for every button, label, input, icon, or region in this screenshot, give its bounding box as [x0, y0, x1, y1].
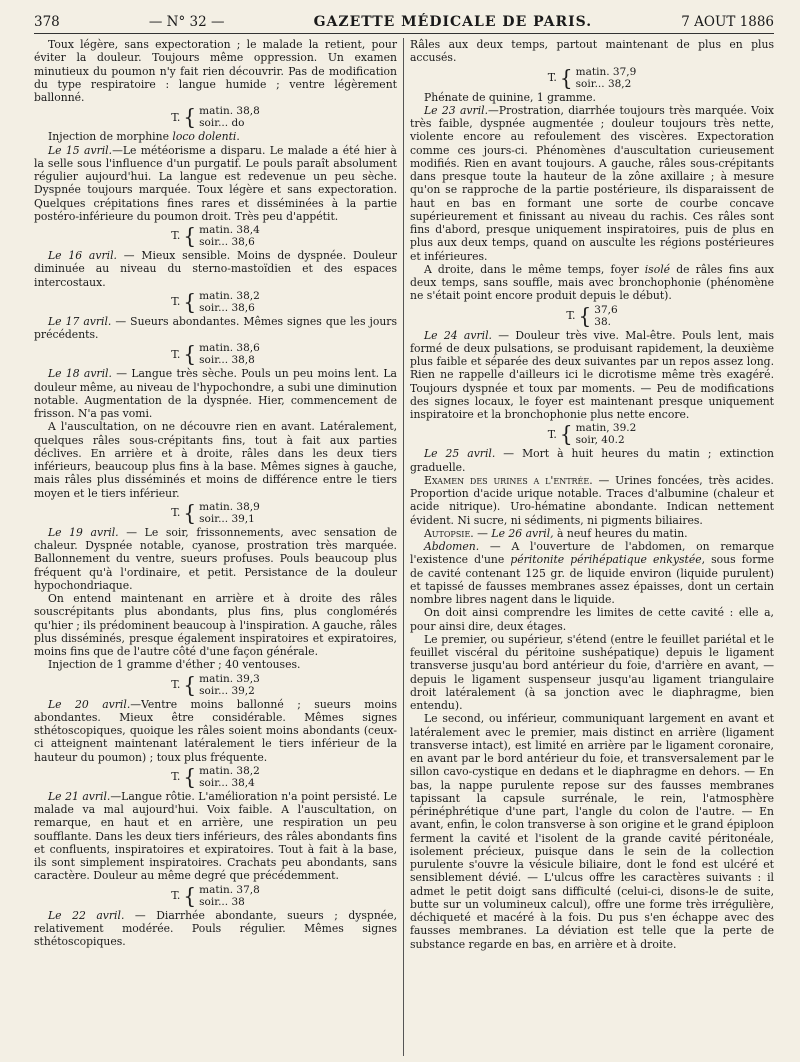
paragraph: Le 16 avril. — Mieux sensible. Moins de dyspnée. Douleur diminuée au niveau du sterno-mastoïdien et des espaces intercostaux. [34, 249, 398, 289]
paragraph: Le 19 avril. — Le soir, frissonnements, avec sensation de chaleur. Dyspnée notable, cyanose, prostration très marquée. Ballonnement du ventre, sueurs profuses. Pouls beaucoup plus fréquent qu'à l'ordinaire, et petit. Persistance de la douleur hypochondriaque. [34, 525, 397, 592]
right-column [404, 38, 774, 1056]
paragraph: Le 24 avril. — Douleur très vive. Mal-être. Pouls lent, mais formé de deux pulsations, se produisant rapidement, la deuxième plus faible et séparée des deux suivantes par un repos assez long. Rien ne rappelle d'ailleurs ici le dicrotisme même très exagéré. Toujours dyspnée et toux par moments. — Peu de modifications des signes locaux, le foyer est maintenant presque uniquement inspiratoire et la bronchophonie plus nette encore. [410, 328, 774, 421]
paragraph: Le 20 avril.—Ventre moins ballonné ; sueurs moins abondantes. Mieux être considérable. Mêmes signes sthétoscopiques, quoique les râles soient moins abondants (ceux-ci atteignent maintenant latéralement le tiers inférieur de la hauteur du poumon) ; toux plus fréquente. [34, 697, 397, 764]
paragraph: Phénate de quinine, 1 gramme. [424, 90, 596, 104]
temp-evening: soir... 38,8 [199, 354, 255, 367]
temp-evening: soir... 38,6 [199, 301, 255, 314]
entry-date: Le 16 avril. [48, 249, 117, 262]
temperature-reading: T. { matin, 39.2 soir, 40.2 [547, 421, 637, 447]
temp-evening: soir... 38,2 [575, 77, 632, 90]
entry-date: Le 20 avril. [48, 697, 131, 711]
temp-morning: matin. 38,2 [199, 289, 260, 302]
entry-date: Le 22 avril. [48, 908, 125, 922]
entry-date: Le 25 avril. [424, 447, 496, 461]
temperature-reading: T. { matin. 37,9 soir... 38,2 [547, 64, 637, 91]
paragraph: Le 22 avril. — Diarrhée abondante, sueurs ; dyspnée, relativement modérée. Pouls régulier. Mêmes signes sthétoscopiques. [34, 908, 398, 948]
temp-evening: soir... 38,4 [199, 776, 255, 789]
temp-morning: matin. 38,2 [199, 764, 260, 777]
temp-evening: soir, 40.2 [575, 434, 625, 447]
paragraph: A l'auscultation, on ne découvre rien en avant. Latéralement, quelques râles sous-crépitants fins, tout à fait aux parties déclives. En arrière et à droite, râles dans les deux tiers inférieurs, beaucoup plus fins à la base. Mêmes signes à gauche, mais râles plus disséminés et moins de différence entre le tiers moyen et le tiers inférieur. [34, 420, 397, 500]
entry-date: Le 15 avril. [48, 143, 113, 157]
paragraph: Le second, ou inférieur, communiquant largement en avant et latéralement avec le premier, mais distinct en arrière (ligament transverse intact), est limité en arrière par le ligament coronaire, en avant par le bord antérieur du foie, et transversalement par le sillon cavo-cystique en dedans et le diaphragme en dehors. — En bas, la nappe purulente repose sur des fausses membranes tapissant la capsule surrénale, le rein, l'atmosphère périnéphrétique d'une part, l'angle du colon de l'autre. — En avant, enfin, le colon transverse à son origine et le grand épiploon ferment la cavité et l'isolent de la grande cavité péritonéale, isolement précieux, puisque dans le sein de la collection purulente s'ouvre la vésicule biliaire, dont le fond est ulcéré et sensiblement dévié. — L'ulcus offre les caractères suivants : il admet le petit doigt sans difficulté (celui-ci, disons-le de suite, butte sur un volumineux calcul), offre une forme très irrégulière, déchiqueté et macéré à la fois. Du pus s'en échappe avec des fausses membranes. La déviation est telle que la perte de substance regarde en bas, en arrière et à droite. [410, 712, 774, 951]
paragraph: Examen des urines a l'entrée. — Urines foncées, très acides. Proportion d'acide urique notable. Traces d'albumine (chaleur et acide nitrique). Uro-hématine abondante. Indican nettement évident. Ni sucre, ni sédiments, ni pigments biliaires. [410, 473, 774, 527]
paragraph: Le 21 avril.—Langue rôtie. L'amélioration n'a point persisté. Le malade va mal aujourd'hui. Voix faible. A l'auscultation, on remarque, en haut et en arrière, une respiration un peu soufflante. Dans les deux tiers inférieurs, des râles abondants fins et confluents, inspiratoires et expiratoires. Tout à fait à la base, ils sont simplement inspiratoires. Crachats peu abondants, sans caractère. Douleur au même degré que précédemment. [34, 789, 397, 883]
paragraph: Abdomen. — A l'ouverture de l'abdomen, on remarque l'existence d'une péritonite périhépatique enkystée, sous forme de cavité contenant 125 gr. de liquide environ (liquide purulent) et tapissé de fausses membranes assez épaisses, dont un certain nombre libres nagent dans le liquide. [410, 540, 774, 606]
temperature-reading: T. { matin. 38,6 soir... 38,8 [171, 341, 260, 367]
entry-date: Le 23 avril. [424, 103, 489, 117]
entry-date: Le 26 avril, [491, 526, 554, 540]
issue-date: 7 AOUT 1886 [681, 14, 774, 30]
paragraph: On doit ainsi comprendre les limites de cette cavité : elle a, pour ainsi dire, deux étages. [410, 606, 774, 633]
temp-evening: 38. [594, 315, 611, 328]
journal-title: GAZETTE MÉDICALE DE PARIS. [313, 14, 593, 30]
paragraph: Autopsie. — Le 26 avril, à neuf heures du matin. [424, 526, 688, 540]
temp-morning: matin. 38,4 [199, 224, 260, 236]
entry-date: Le 18 avril. [48, 367, 112, 381]
temperature-reading: T. { matin. 38,2 soir... 38,4 [171, 764, 260, 790]
temp-morning: 37,6 [594, 303, 618, 316]
temperature-reading: T. { 37,6 38. [566, 302, 618, 329]
temp-evening: soir... 38 [199, 895, 245, 908]
page-number: 378 [34, 14, 60, 30]
temp-evening: soir... 39,2 [199, 684, 255, 697]
temp-evening: soir... 39,1 [199, 512, 255, 525]
temp-morning: matin. 38,6 [199, 342, 260, 355]
paragraph: A droite, dans le même temps, foyer isolé de râles fins aux deux temps, sans souffle, mais avec bronchophonie (phénomène ne s'était point encore produit depuis le début). [410, 262, 774, 303]
issue-number: — N° 32 — [148, 14, 225, 30]
paragraph: On entend maintenant en arrière et à droite des râles souscrépitants plus abondants, plus fins, plus conglomérés qu'hier ; ils prédominent beaucoup à l'inspiration. A gauche, râles plus disséminés, presque également inspiratoires et expiratoires, moins fins que de l'autre côté d'une façon générale. [34, 592, 397, 658]
paragraph: Le 18 avril. — Langue très sèche. Pouls un peu moins lent. La douleur même, au niveau de l'hypochondre, a subi une diminution notable. Augmentation de la dyspnée. Hier, commencement de frisson. N'a pas vomi. [34, 367, 397, 420]
temperature-reading: T. { matin. 38,2 soir... 38,6 [171, 289, 260, 315]
section-heading: Autopsie. [424, 526, 474, 540]
temp-morning: matin. 37,9 [575, 65, 637, 78]
paragraph: Injection de morphine loco dolenti. [48, 130, 240, 144]
left-column [34, 38, 404, 1056]
temp-morning: matin. 37,8 [199, 883, 260, 896]
temp-morning: matin. 38,9 [199, 500, 260, 513]
temperature-reading: T. { matin. 38,9 soir... 39,1 [171, 500, 260, 526]
paragraph: Le premier, ou supérieur, s'étend (entre le feuillet pariétal et le feuillet viscéral du péritoine sushépatique) depuis le ligament transverse jusqu'au bord antérieur du foie, d'arrière en avant, — depuis le ligament suspenseur jusqu'au ligament triangulaire droit latéralement (à sa jonction avec le diaphragme, bien entendu). [410, 632, 774, 712]
paragraph: Le 25 avril. — Mort à huit heures du matin ; extinction graduelle. [410, 447, 774, 474]
temp-morning: matin, 39.2 [575, 422, 637, 435]
entry-date: Le 19 avril. [48, 525, 119, 539]
page-header [34, 14, 774, 34]
temperature-reading: T. { matin. 39,3 soir... 39,2 [171, 671, 260, 698]
entry-date: Le 24 avril. [424, 328, 492, 342]
entry-date: Le 17 avril. [48, 314, 112, 328]
temperature-reading: T. { matin. 38,8 soir... do [171, 104, 260, 130]
section-heading: Abdomen. [424, 540, 480, 553]
paragraph: Injection de 1 gramme d'éther ; 40 ventouses. [48, 658, 301, 672]
paragraph: Toux légère, sans expectoration ; le malade la retient, pour éviter la douleur. Toujours même oppression. Un examen minutieux du poumon n'y fait rien découvrir. Pas de modification du type respiratoire : langue humide ; ventre légèrement ballonné. [34, 38, 397, 104]
temp-morning: matin. 38,8 [199, 105, 260, 118]
temperature-reading: T. { matin. 38,4 soir... 38,6 [171, 223, 260, 249]
paragraph: Le 15 avril.—Le météorisme a disparu. Le malade a été hier à la selle sous l'influence d'un purgatif. Le pouls paraît absolument régulier aujourd'hui. La langue est redevenue un peu sèche. Dyspnée toujours marquée. Toux légère et sans expectoration. Quelques crépitations fines rares et disséminées à la partie postéro-inférieure du poumon droit. Très peu d'appétit. [34, 143, 397, 223]
temp-evening: soir... do [199, 117, 245, 130]
entry-date: Le 21 avril. [48, 789, 111, 803]
temp-evening: soir... 38,6 [199, 236, 255, 248]
temp-morning: matin. 39,3 [199, 672, 260, 685]
text-columns [34, 38, 774, 1056]
temperature-reading: T. { matin. 37,8 soir... 38 [171, 882, 260, 909]
paragraph: Le 23 avril.—Prostration, diarrhée toujours très marquée. Voix très faible, dyspnée augmentée ; douleur toujours très nette, violente encore au refoulement des viscères. Expectoration comme ces jours-ci. Phénomènes d'auscultation curieusement modifiés. Rien en avant toujours. A gauche, râles sous-crépitants dans presque toute la hauteur de la zône axillaire ; à mesure qu'on se rapproche de la partie postérieure, ils disparaissent de haut en bas en formant une sorte de courbe concave supérieurement et finissant au niveau du rachis. Ces râles sont fins d'abord, presque uniquement inspiratoires, puis de plus en plus aux deux temps, quand on ausculte les régions postérieures et inférieures. [410, 103, 774, 263]
section-heading: Examen des urines a l'entrée. [424, 473, 593, 487]
paragraph: Râles aux deux temps, partout maintenant de plus en plus accusés. [410, 38, 774, 65]
paragraph: Le 17 avril. — Sueurs abondantes. Mêmes signes que les jours précédents. [34, 314, 397, 341]
